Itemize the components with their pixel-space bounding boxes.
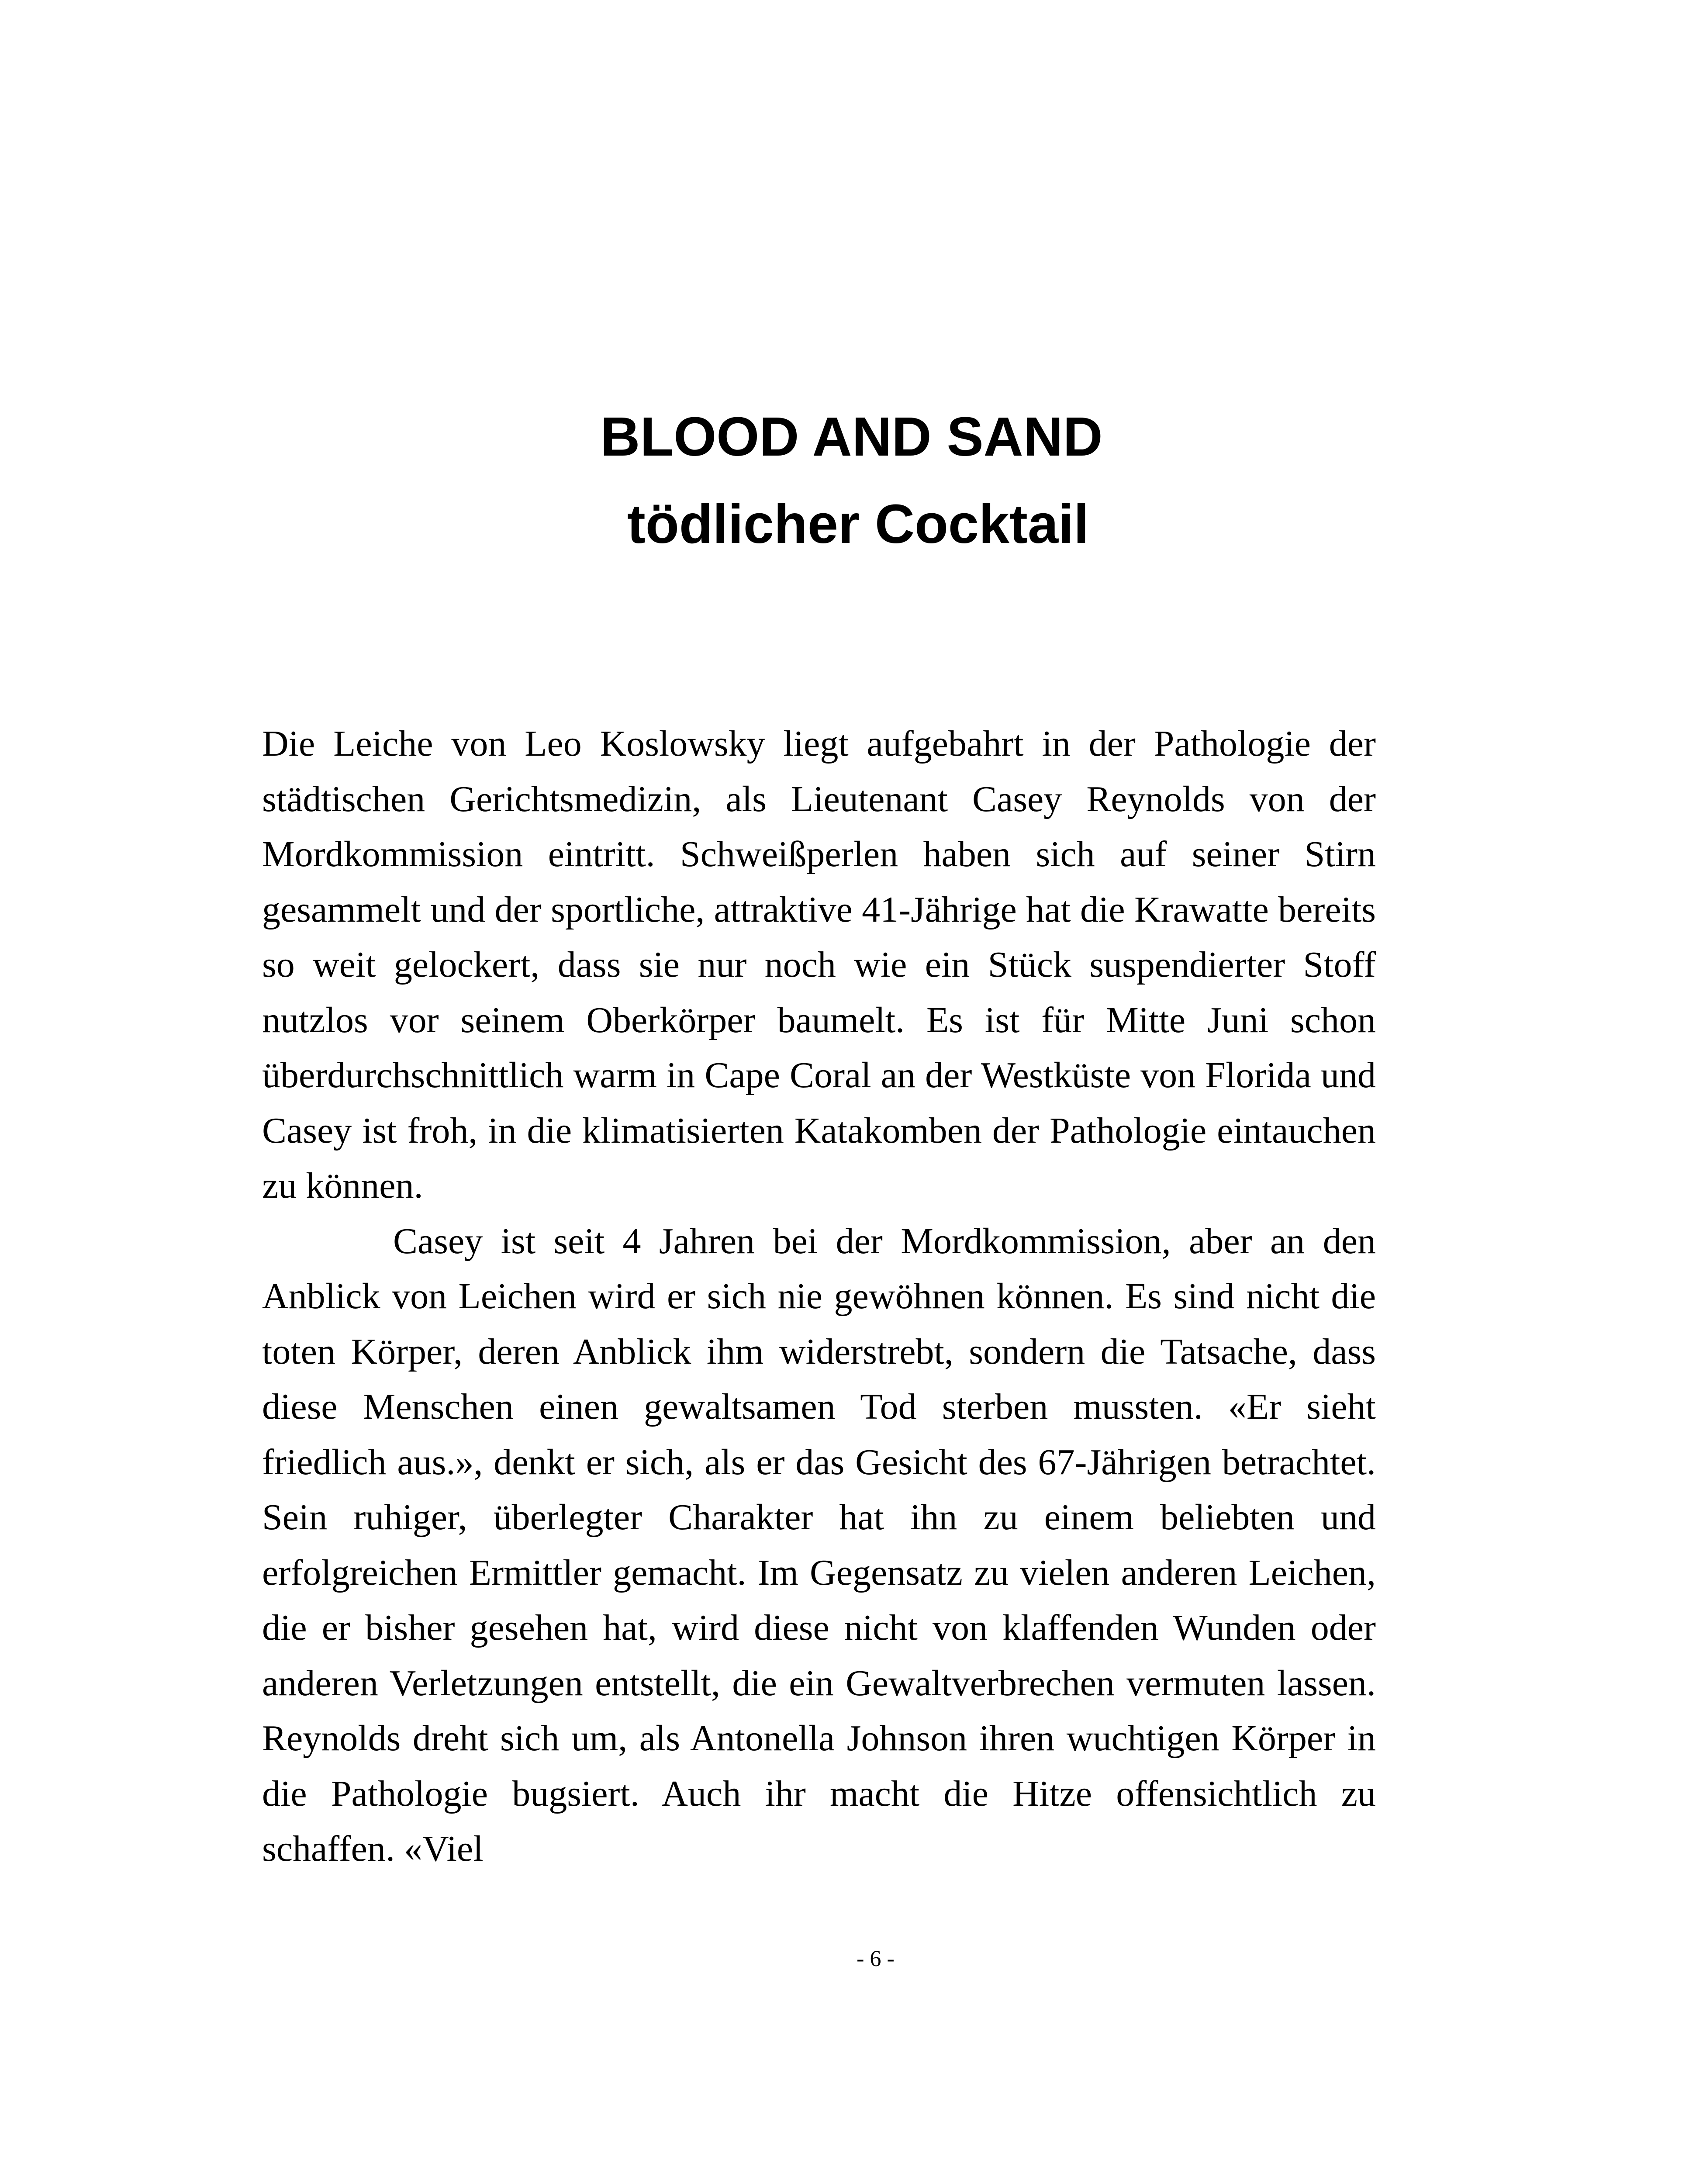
paragraph-1: Die Leiche von Leo Koslowsky liegt aufgebahrt in der Pathologie der städtischen Gerichtsmedizin, als Lieutenant Casey Reynolds von der Mordkommission eintritt. Schweißperlen haben sich auf seiner Stirn gesammelt und der sportliche, attraktive 41-Jährige hat die Krawatte bereits so weit gelockert, dass sie nur noch wie ein Stück suspendierter Stoff nutzlos vor seinem Oberkörper baumelt. Es ist für Mitte Juni schon überdurchschnittlich warm in Cape Coral an der Westküste von Florida und Casey ist froh, in die klimatisierten Katakomben der Pathologie eintauchen zu können. [262, 723, 1376, 1206]
body-text [262, 716, 1376, 1877]
paragraph-2: Casey ist seit 4 Jahren bei der Mordkommission, aber an den Anblick von Leichen wird er sich nie gewöhnen können. Es sind nicht die toten Körper, deren Anblick ihm widerstrebt, sondern die Tatsache, dass diese Menschen einen gewaltsamen Tod sterben mussten. «Er sieht friedlich aus.», denkt er sich, als er das Gesicht des 67-Jährigen betrachtet. Sein ruhiger, überlegter Charakter hat ihn zu einem beliebten und erfolgreichen Ermittler gemacht. Im Gegensatz zu vielen anderen Leichen, die er bisher gesehen hat, wird diese nicht von klaffenden Wunden oder anderen Verletzungen entstellt, die ein Gewaltverbrechen vermuten lassen. Reynolds dreht sich um, als Antonella Johnson ihren wuchtigen Körper in die Pathologie bugsiert. Auch ihr macht die Hitze offensichtlich zu schaffen. «Viel [262, 1220, 1376, 1869]
chapter-title [0, 393, 1703, 568]
title-line-1: BLOOD AND SAND [600, 406, 1103, 467]
page-number: - 6 - [857, 1946, 895, 1971]
title-line-2: tödlicher Cocktail [627, 493, 1089, 555]
